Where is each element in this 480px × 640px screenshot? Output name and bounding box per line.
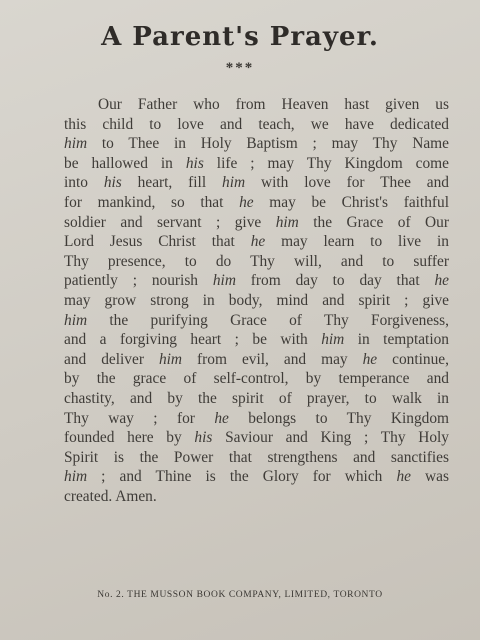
italic-pronoun: him: [64, 311, 88, 329]
prayer-line: [64, 311, 449, 331]
prayer-line: [64, 154, 449, 174]
prayer-text-run: chastity, and by the spirit of prayer, to walk in: [64, 389, 449, 407]
prayer-text-run: with love for Thee and: [245, 174, 449, 192]
prayer-text-run: may grow strong in body, mind and spirit ; give: [64, 291, 449, 309]
prayer-line: [64, 330, 449, 350]
prayer-line: [64, 134, 449, 154]
prayer-text-run: in temptation: [344, 331, 449, 349]
italic-pronoun: he: [396, 468, 411, 486]
prayer-text-run: founded here by: [64, 429, 195, 447]
prayer-line: [64, 252, 449, 272]
prayer-text-run: by the grace of self-control, by temperance and: [64, 370, 449, 388]
prayer-line: [64, 193, 449, 213]
prayer-text-run: continue,: [377, 350, 449, 368]
prayer-line: [64, 173, 449, 193]
prayer-text-run: may learn to live in: [265, 233, 449, 251]
prayer-text-run: soldier and servant ; give: [64, 213, 276, 231]
prayer-line: [64, 291, 449, 311]
prayer-text-run: and deliver: [64, 350, 159, 368]
page-title: A Parent's Prayer.: [101, 22, 379, 52]
prayer-text-run: to Thee in Holy Baptism ; may Thy Name: [87, 135, 449, 153]
prayer-text-run: the Grace of Our: [298, 213, 449, 231]
italic-pronoun: his: [185, 154, 204, 172]
prayer-text-run: was: [410, 468, 449, 486]
prayer-line: [64, 350, 449, 370]
prayer-text-run: Lord Jesus Christ that: [64, 233, 251, 251]
prayer-text-run: for mankind, so that: [64, 193, 240, 211]
prayer-text-run: and a forgiving heart ; be with: [64, 331, 322, 349]
prayer-text-run: Thy way ; for: [64, 409, 215, 427]
italic-pronoun: he: [250, 233, 266, 251]
prayer-text: [64, 95, 449, 506]
prayer-text-run: from evil, and may: [182, 350, 363, 368]
prayer-line: [64, 467, 449, 487]
italic-pronoun: him: [275, 213, 299, 231]
italic-pronoun: he: [239, 193, 254, 211]
italic-pronoun: him: [321, 331, 345, 349]
italic-pronoun: he: [214, 409, 229, 427]
prayer-line: [64, 428, 449, 448]
italic-pronoun: him: [158, 350, 183, 368]
prayer-text-run: Our Father who from Heaven hast given us: [98, 96, 449, 113]
italic-pronoun: him: [222, 174, 246, 192]
prayer-line: [64, 95, 449, 115]
ornament-asterisks: ***: [225, 60, 255, 76]
italic-pronoun: his: [194, 429, 213, 447]
prayer-line: [64, 487, 449, 507]
prayer-text-run: ; and Thine is the Glory for which: [87, 468, 397, 486]
prayer-text-run: Thy presence, to do Thy will, and to suffer: [64, 252, 449, 270]
prayer-line: [64, 409, 449, 429]
italic-pronoun: he: [362, 350, 378, 368]
publisher-footer: No. 2. THE MUSSON BOOK COMPANY, LIMITED, TORONTO: [97, 590, 383, 600]
prayer-text-run: Saviour and King ; Thy Holy: [212, 429, 449, 447]
italic-pronoun: he: [434, 272, 450, 290]
prayer-line: [64, 448, 449, 468]
italic-pronoun: him: [212, 272, 236, 290]
italic-pronoun: him: [64, 468, 88, 486]
prayer-text-run: created. Amen.: [64, 487, 157, 505]
prayer-line: [64, 232, 449, 252]
prayer-text-run: be hallowed in: [64, 154, 186, 172]
prayer-line: [64, 115, 449, 135]
prayer-text-run: this child to love and teach, we have dedicated: [64, 115, 449, 133]
prayer-text-run: into: [64, 174, 104, 192]
prayer-line: [64, 271, 449, 291]
prayer-line: [64, 213, 449, 233]
italic-pronoun: him: [64, 135, 88, 153]
italic-pronoun: his: [103, 174, 122, 192]
prayer-text-run: patiently ; nourish: [64, 272, 213, 290]
prayer-text-run: the purifying Grace of Thy Forgiveness,: [87, 311, 449, 329]
prayer-text-run: from day to day that: [235, 272, 435, 290]
prayer-text-run: may be Christ's faithful: [253, 193, 450, 211]
prayer-line: [64, 389, 449, 409]
prayer-text-run: Spirit is the Power that strengthens and sanctifies: [64, 448, 449, 466]
prayer-line: [64, 369, 449, 389]
prayer-text-run: life ; may Thy Kingdom come: [203, 154, 449, 172]
prayer-text-run: heart, fill: [121, 174, 222, 192]
prayer-text-run: belongs to Thy Kingdom: [228, 409, 449, 427]
